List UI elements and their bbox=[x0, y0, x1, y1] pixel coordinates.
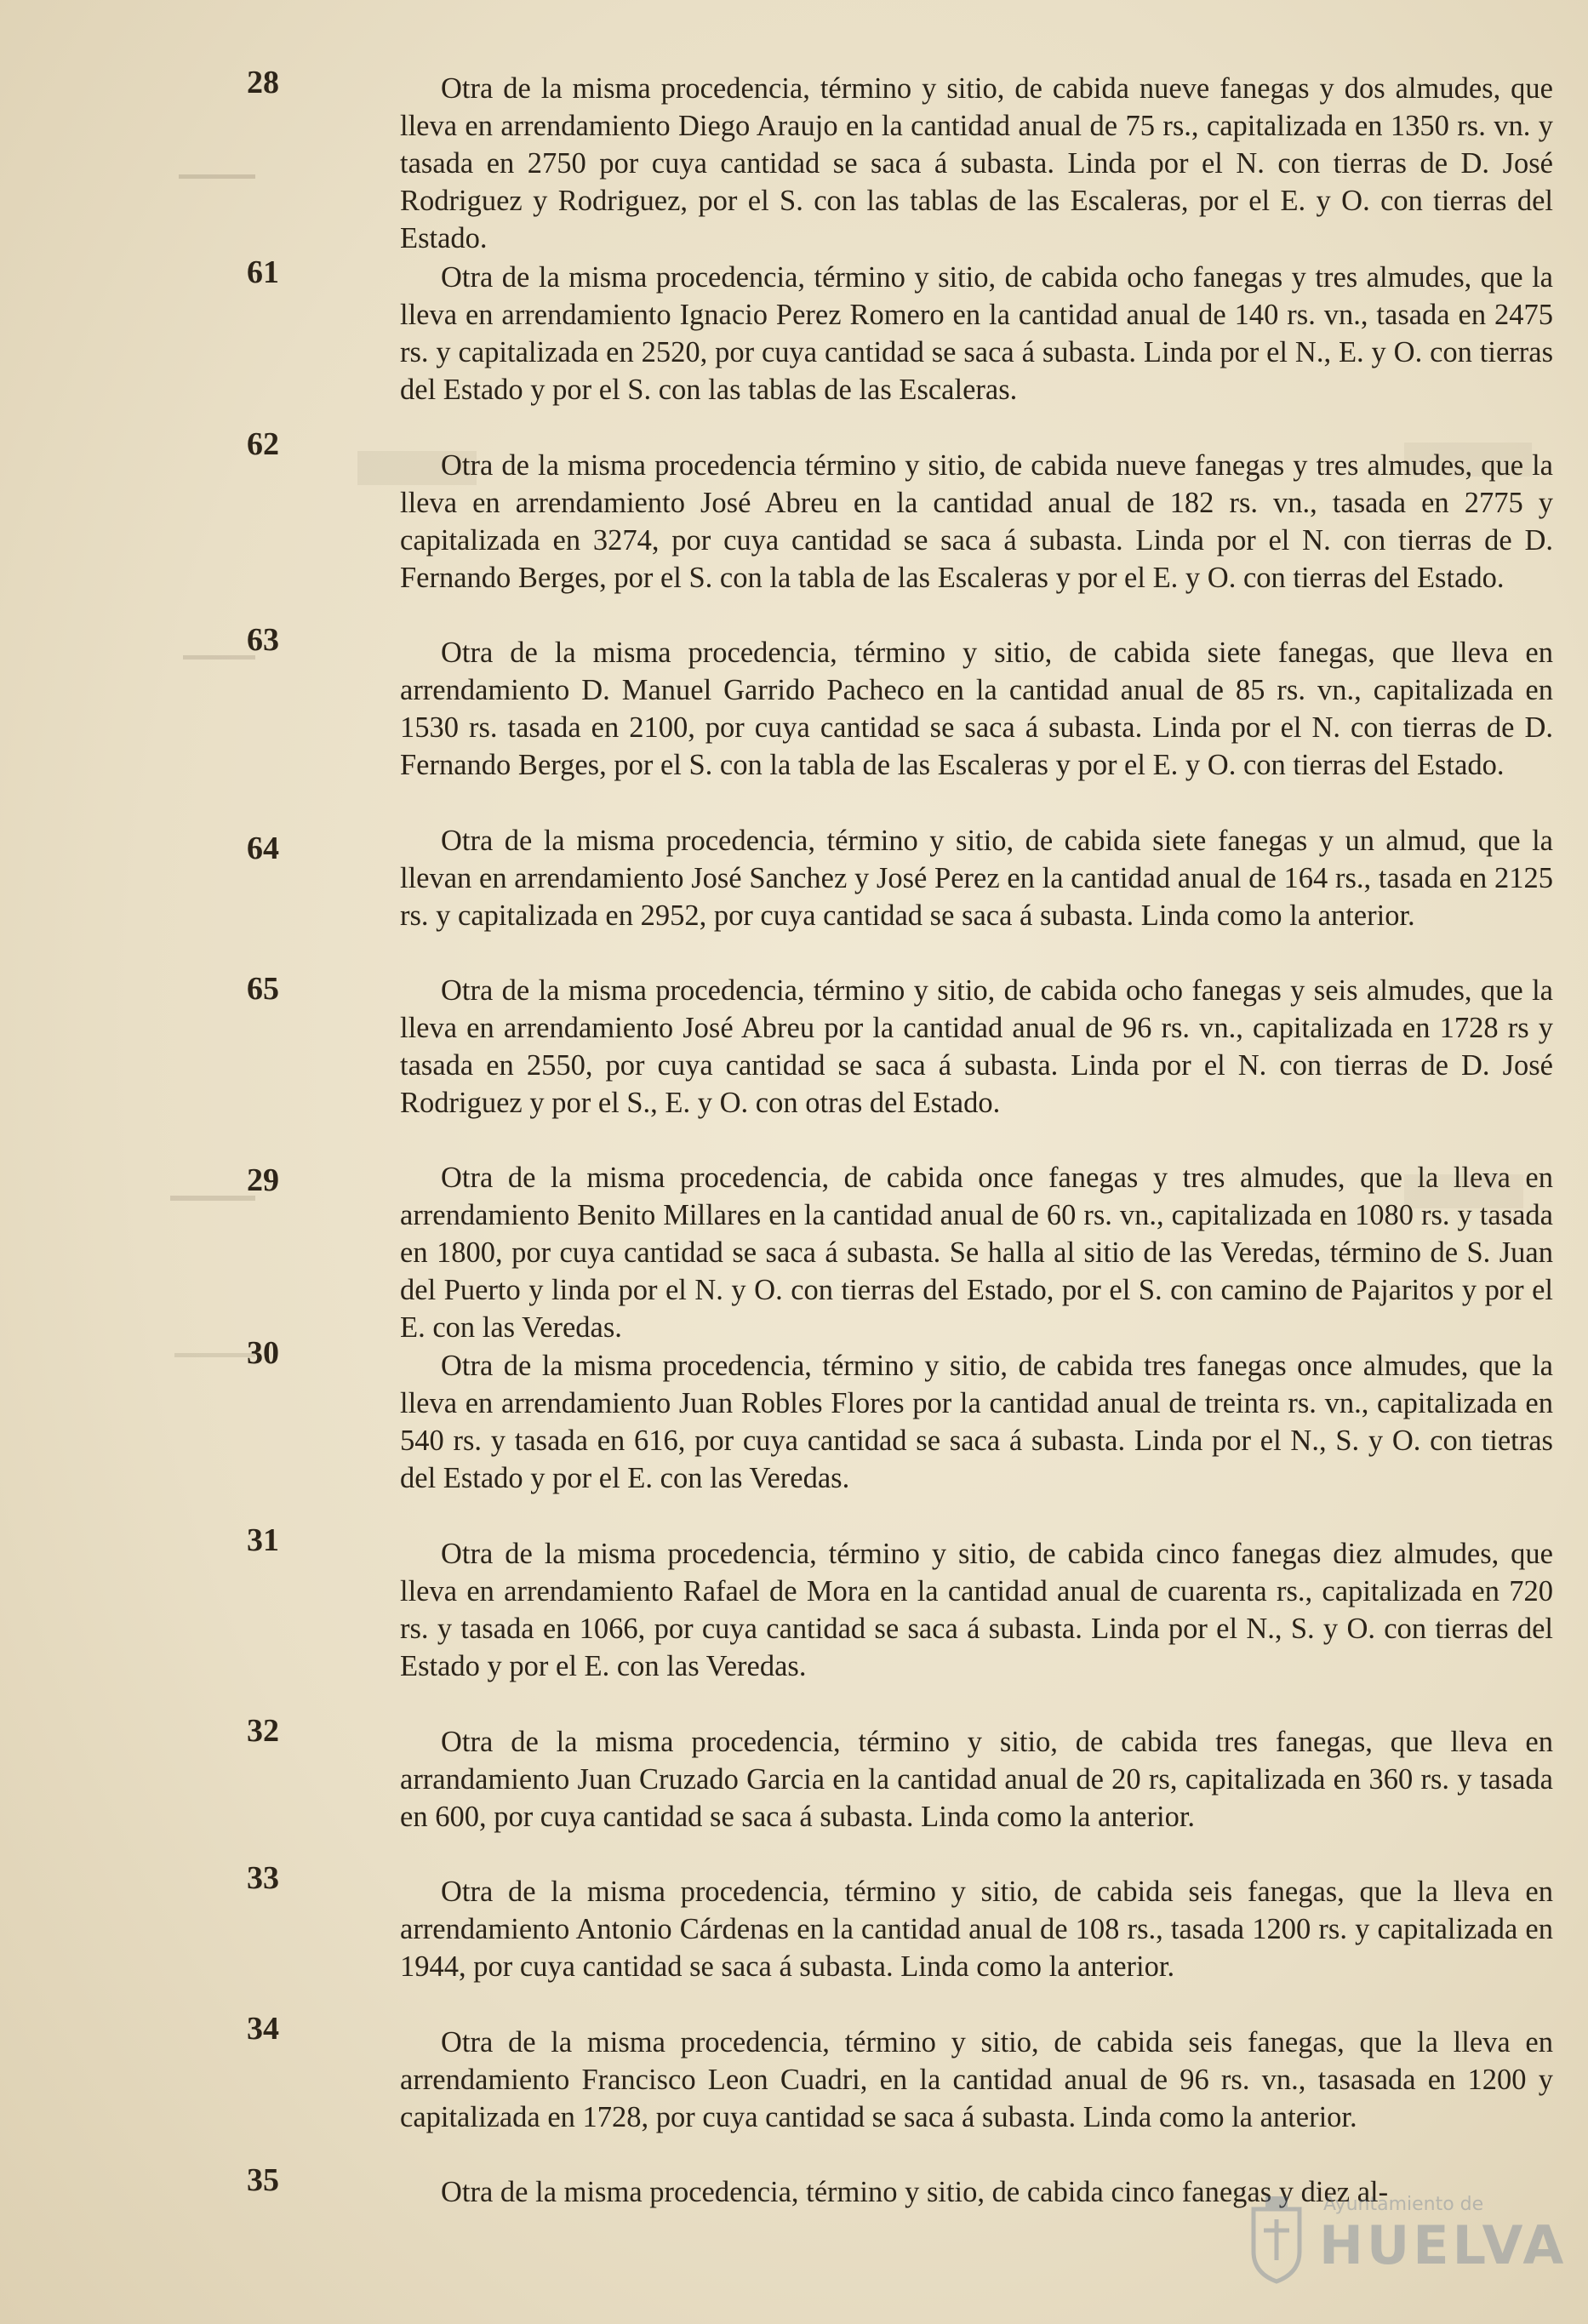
entry-31: Otra de la misma procedencia, término y sitio, de cabida cinco fanegas diez almudes, que lleva en arrendamiento Rafael de Mora en la cantidad anual de cuarenta rs., capitalizada en 720 rs. y tasada en 1066, por cuya cantidad se saca á subasta. Linda por el N., S. y O. con tierras del Estado y por el E. con las Veredas. bbox=[400, 1538, 1553, 1682]
entry-number-61: 61 bbox=[247, 254, 279, 290]
entry-61: Otra de la misma procedencia, término y sitio, de cabida ocho fanegas y tres almudes, que la lleva en arrendamiento Ignacio Perez Romero en la cantidad anual de 140 rs. vn., tasada en 2475 rs. y capitalizada en 2520, por cuya cantidad se saca á subasta. Linda por el N., E. y O. con tierras del Estado y por el S. con las tablas de las Escaleras. bbox=[400, 261, 1553, 406]
entry-number-30: 30 bbox=[247, 1335, 279, 1371]
entry-number-28: 28 bbox=[247, 65, 279, 100]
entry-number-63: 63 bbox=[247, 622, 279, 658]
entry-35: Otra de la misma procedencia, término y sitio, de cabida cinco fanegas y diez al- bbox=[441, 2176, 1389, 2208]
entry-28: Otra de la misma procedencia, término y sitio, de cabida nueve fanegas y dos almudes, que lleva en arrendamiento Diego Araujo en la cantidad anual de 75 rs., capitalizada en 1350 rs. vn. y tasada en 2750 por cuya cantidad se saca á subasta. Linda por el N. con tierras de D. José Rodriguez y Rodriguez, por el S. con las tablas de las Escaleras, por el E. y O. con tierras del Estado. bbox=[400, 72, 1553, 254]
entry-29: Otra de la misma procedencia, de cabida once fanegas y tres almudes, que la lleva en arrendamiento Benito Millares en la cantidad anual de 60 rs. vn., capitalizada en 1080 rs. y tasada en 1800, por cuya cantidad se saca á subasta. Se halla al sitio de las Veredas, término de S. Juan del Puerto y linda por el N. y O. con tierras del Estado, por el S. con camino de Pajaritos y por el E. con las Veredas. bbox=[400, 1162, 1553, 1344]
entry-number-33: 33 bbox=[247, 1860, 279, 1896]
entry-number-65: 65 bbox=[247, 971, 279, 1007]
entry-number-64: 64 bbox=[247, 831, 279, 866]
entry-34: Otra de la misma procedencia, término y sitio, de cabida seis fanegas, que la lleva en arrendamiento Francisco Leon Cuadri, en la cantidad anual de 96 rs. vn., tasasada en 1200 y capitalizada en 1728, por cuya cantidad se saca á subasta. Linda como la anterior. bbox=[400, 2026, 1553, 2133]
entry-33: Otra de la misma procedencia, término y sitio, de cabida seis fanegas, que la lleva en arrendamiento Antonio Cárdenas en la cantidad anual de 108 rs., tasada 1200 rs. y capitalizada en 1944, por cuya cantidad se saca á subasta. Linda como la anterior. bbox=[400, 1876, 1553, 1983]
archive-watermark bbox=[1238, 2187, 1568, 2298]
entry-number-35: 35 bbox=[247, 2162, 279, 2198]
entry-number-32: 32 bbox=[247, 1713, 279, 1749]
entry-30: Otra de la misma procedencia, término y sitio, de cabida tres fanegas once almudes, que la lleva en arrendamiento Juan Robles Flores por la cantidad anual de treinta rs. vn., capitalizada en 540 rs. y tasada en 616, por cuya cantidad se saca á subasta. Linda por el N., S. y O. con tietras del Estado y por el E. con las Veredas. bbox=[400, 1350, 1553, 1494]
entry-number-31: 31 bbox=[247, 1522, 279, 1558]
watermark-title: HUELVA bbox=[1319, 2214, 1568, 2276]
entry-63: Otra de la misma procedencia, término y sitio, de cabida siete fanegas, que lleva en arrendamiento D. Manuel Garrido Pacheco en la cantidad anual de 85 rs. vn., capitalizada en 1530 rs. tasada en 2100, por cuya cantidad se saca á subasta. Linda por el N. con tierras de D. Fernando Berges, por el S. con la tabla de las Escaleras y por el E. y O. con tierras del Estado. bbox=[400, 637, 1553, 781]
entry-65: Otra de la misma procedencia, término y sitio, de cabida ocho fanegas y seis almudes, que la lleva en arrendamiento José Abreu por la cantidad anual de 96 rs. vn., capitalizada en 1728 rs y tasada en 2550, por cuya cantidad se saca á subasta. Linda por el N. con tierras de D. José Rodriguez y por el S., E. y O. con otras del Estado. bbox=[400, 974, 1553, 1119]
entry-32: Otra de la misma procedencia, término y sitio, de cabida tres fanegas, que lleva en arrandamiento Juan Cruzado Garcia en la cantidad anual de 20 rs, capitalizada en 360 rs. y tasada en 600, por cuya cantidad se saca á subasta. Linda como la anterior. bbox=[400, 1726, 1553, 1833]
entry-number-29: 29 bbox=[247, 1162, 279, 1198]
entry-number-34: 34 bbox=[247, 2011, 279, 2047]
entry-64: Otra de la misma procedencia, término y sitio, de cabida siete fanegas y un almud, que la llevan en arrendamiento José Sanchez y José Perez en la cantidad anual de 164 rs., tasada en 2125 rs. y capitalizada en 2952, por cuya cantidad se saca á subasta. Linda como la anterior. bbox=[400, 825, 1553, 932]
coat-of-arms-icon bbox=[1247, 2192, 1306, 2286]
entry-number-62: 62 bbox=[247, 426, 279, 462]
watermark-subtitle: Ayuntamiento de bbox=[1323, 2194, 1484, 2215]
entry-62: Otra de la misma procedencia término y sitio, de cabida nueve fanegas y tres almudes, que la lleva en arrendamiento José Abreu en la cantidad anual de 182 rs. vn., tasada en 2775 y capitalizada en 3274, por cuya cantidad se saca á subasta. Linda por el N. con tierras de D. Fernando Berges, por el S. con la tabla de las Escaleras y por el E. y O. con tierras del Estado. bbox=[400, 449, 1553, 594]
